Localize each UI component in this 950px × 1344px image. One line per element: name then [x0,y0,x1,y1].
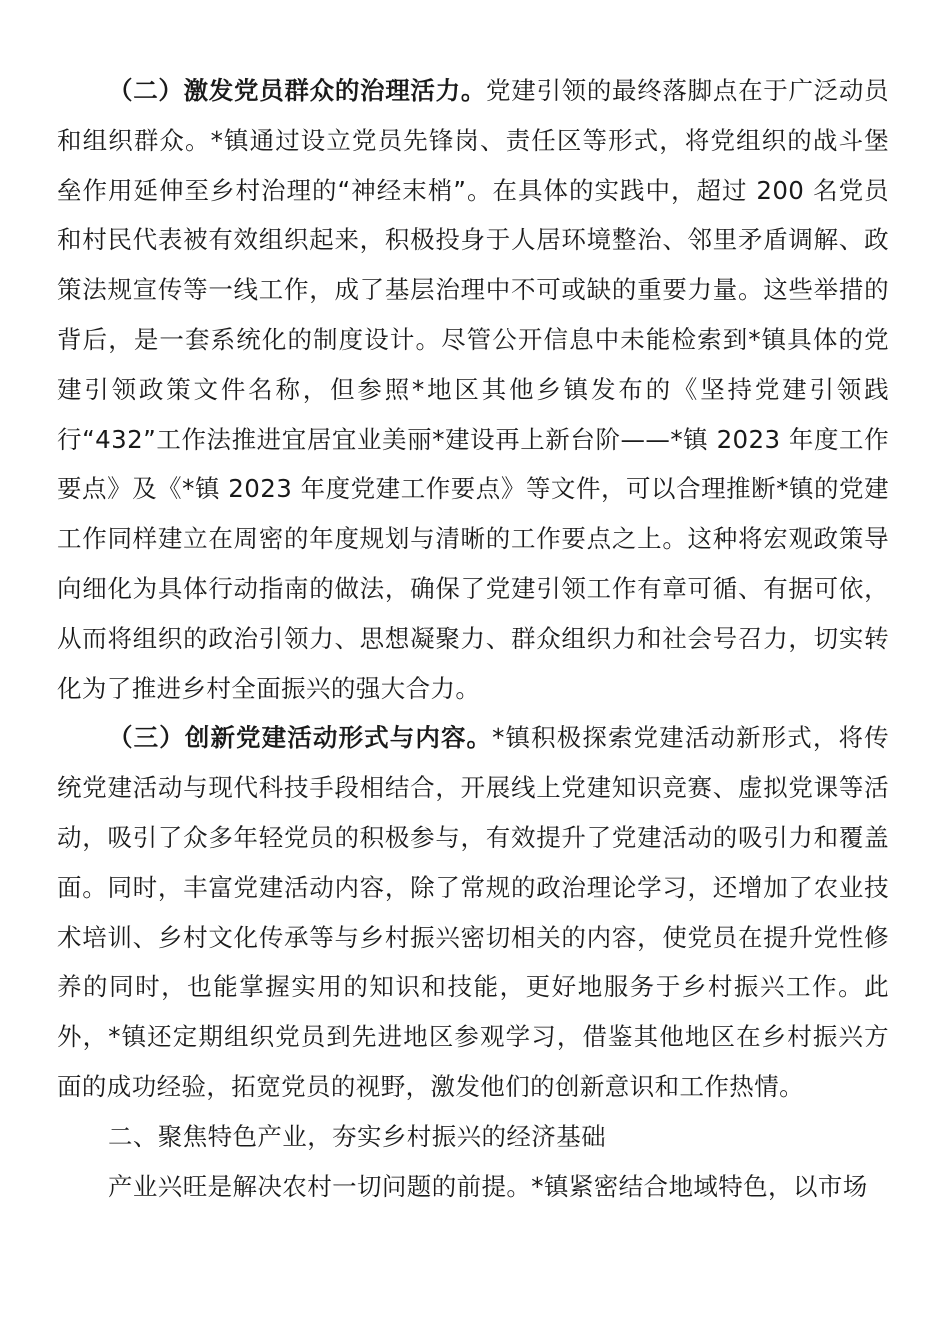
paragraph-lead-heading: （二）激发党员群众的治理活力。 [108,76,487,105]
paragraph-innovation-activities [57,713,889,1111]
paragraph-governance-vitality [57,66,889,713]
paragraph-body-text: 党建引领的最终落脚点在于广泛动员和组织群众。*镇通过设立党员先锋岗、责任区等形式，将党组织的战斗堡垒作用延伸至乡村治理的“神经末梢”。在具体的实践中，超过 200 名党员和村民代表被有效组织起来，积极投身于人居环境整治、邻里矛盾调解、政策法规宣传等一线工作，成了基层治理中不可或缺的重要力量。这些举措的背后，是一套系统化的制度设计。尽管公开信息中未能检索到*镇具体的党建引领政策文件名称，但参照*地区其他乡镇发布的《坚持党建引领践行“432”工作法推进宜居宜业美丽*建设再上新台阶——*镇 2023 年度工作要点》及《*镇 2023 年度党建工作要点》等文件，可以合理推断*镇的党建工作同样建立在周密的年度规划与清晰的工作要点之上。这种将宏观政策导向细化为具体行动指南的做法，确保了党建引领工作有章可循、有据可依，从而将组织的政治引领力、思想凝聚力、群众组织力和社会号召力，切实转化为了推进乡村全面振兴的强大合力。 [57,76,889,703]
paragraph-lead-heading: （三）创新党建活动形式与内容。 [108,723,493,753]
paragraph-industry-intro: 产业兴旺是解决农村一切问题的前提。*镇紧密结合地域特色，以市场 [108,1171,868,1201]
document-body [57,66,889,1211]
paragraph-body-text: *镇积极探索党建活动新形式，将传统党建活动与现代科技手段相结合，开展线上党建知识竞赛、虚拟党课等活动，吸引了众多年轻党员的积极参与，有效提升了党建活动的吸引力和覆盖面。同时，丰富党建活动内容，除了常规的政治理论学习，还增加了农业技术培训、乡村文化传承等与乡村振兴密切相关的内容，使党员在提升党性修养的同时，也能掌握实用的知识和技能，更好地服务于乡村振兴工作。此外，*镇还定期组织党员到先进地区参观学习，借鉴其他地区在乡村振兴方面的成功经验，拓宽党员的视野，激发他们的创新意识和工作热情。 [57,723,889,1101]
section-heading: 二、聚焦特色产业，夯实乡村振兴的经济基础 [108,1121,606,1151]
